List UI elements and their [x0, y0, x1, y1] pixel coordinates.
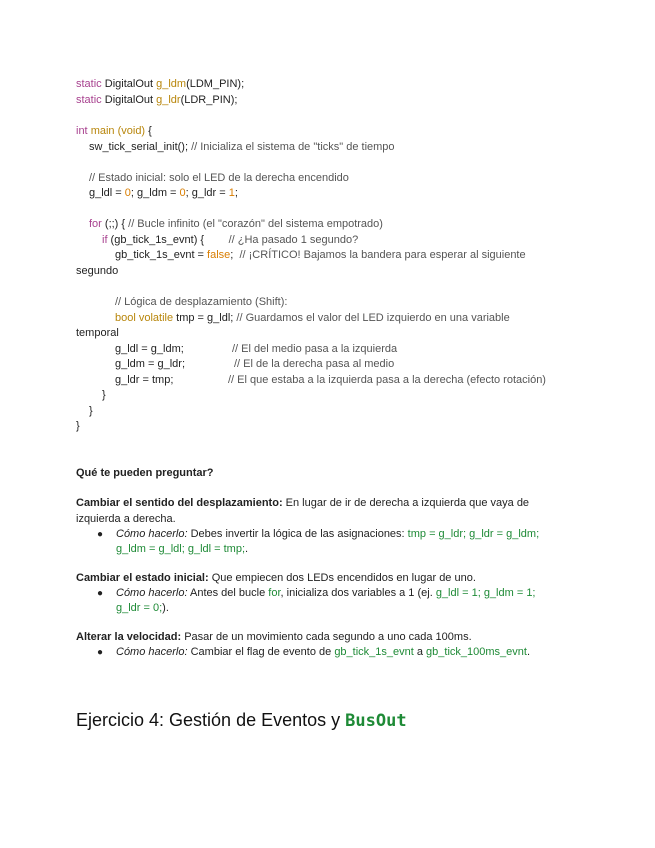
answer-2-cont [116, 601, 169, 615]
code-text: (LDR_PIN); [180, 94, 238, 106]
answer-text: Antes del bucle [187, 587, 269, 599]
code-keyword: int [76, 125, 88, 137]
answer-code: for [268, 587, 281, 599]
code-number: false [207, 249, 231, 261]
answer-label: Cómo hacerlo: [116, 587, 188, 599]
answer-label: Cómo hacerlo: [116, 646, 188, 658]
code-identifier: g_ldm [156, 78, 187, 90]
code-line [115, 357, 185, 371]
code-text: g_ldm = g_ldr; [115, 358, 186, 370]
answer-text: . [245, 543, 249, 555]
code-comment: // ¡CRÍTICO! Bajamos la bandera para esperar al siguiente [233, 249, 526, 261]
code-keyword: if [102, 234, 108, 246]
code-comment: // ¿Ha pasado 1 segundo? [204, 234, 359, 246]
code-keyword: for [89, 218, 102, 230]
code-text: ; [230, 249, 234, 261]
code-comment: // Guardamos el valor del LED izquierdo en una variable [233, 312, 510, 324]
answer-2 [116, 586, 536, 600]
answer-text: . [526, 646, 531, 658]
answer-label: Cómo hacerlo: [116, 528, 188, 540]
code-line [89, 186, 238, 200]
code-text: g_ldl = [89, 187, 125, 199]
section-heading [76, 710, 407, 731]
code-text: { [145, 125, 152, 137]
answer-text: , inicializa dos variables a 1 (ej. [280, 587, 436, 599]
section-title: Ejercicio 4: Gestión de Eventos y [76, 710, 346, 730]
answer-text: Cambiar el flag de evento de [187, 646, 335, 658]
answer-code: g_ldl = 1; g_ldm = 1; [435, 587, 536, 599]
code-text: g_ldl = g_ldm; [115, 343, 184, 355]
answer-code: gb_tick_100ms_evnt [426, 646, 527, 658]
question-text: Que empiecen dos LEDs encendidos en lugar de uno. [208, 572, 476, 584]
code-text: temporal [76, 327, 119, 339]
code-keyword: bool [115, 312, 136, 324]
answer-code: g_ldm = g_ldl; g_ldl = tmp; [116, 543, 246, 555]
code-comment: // Lógica de desplazamiento (Shift): [115, 296, 288, 308]
answer-1 [116, 527, 539, 541]
answer-code: tmp = g_ldr; g_ldr = g_ldm; [407, 528, 540, 540]
code-line [76, 77, 244, 91]
code-keyword: static [76, 94, 102, 106]
code-line [232, 342, 397, 356]
question-title: Cambiar el estado inicial: [76, 572, 209, 584]
code-comment: // El de la derecha pasa al medio [234, 358, 395, 370]
code-keyword: static [76, 78, 102, 90]
code-brace: } [102, 389, 106, 401]
code-text: tmp = g_ldl; [173, 312, 234, 324]
question-2 [76, 571, 476, 585]
code-text: ; [234, 187, 238, 199]
answer-3 [116, 645, 530, 659]
question-text: En lugar de ir de derecha a izquierda que vaya de [282, 497, 530, 509]
code-line [115, 342, 184, 356]
code-text: (;;) { [101, 218, 126, 230]
code-text: ; g_ldr = [185, 187, 229, 199]
code-line [76, 326, 119, 340]
code-text: sw_tick_serial_init(); [89, 141, 189, 153]
question-title: Cambiar el sentido del desplazamiento: [76, 497, 283, 509]
code-line [89, 217, 383, 231]
code-type: DigitalOut [104, 94, 154, 106]
code-keyword: volatile [138, 312, 174, 324]
question-3 [76, 630, 472, 644]
answer-code: gb_tick_1s_evnt [334, 646, 414, 658]
answer-text: ). [162, 602, 169, 614]
code-text: ; g_ldm = [130, 187, 180, 199]
bullet-icon: ● [97, 529, 104, 540]
code-line [102, 388, 106, 402]
code-line [115, 311, 510, 325]
answer-1-cont [116, 542, 248, 556]
code-comment: // Inicializa el sistema de "ticks" de tiempo [188, 141, 395, 153]
question-text: Pasar de un movimiento cada segundo a uno cada 100ms. [181, 631, 472, 643]
question-title: Alterar la velocidad: [76, 631, 182, 643]
code-identifier: g_ldr [156, 94, 181, 106]
code-identifier: main [90, 125, 115, 137]
bullet-icon: ● [97, 588, 104, 599]
code-brace: } [76, 420, 80, 432]
code-line [89, 171, 349, 185]
code-brace: } [89, 405, 93, 417]
code-line [115, 295, 287, 309]
code-line [76, 124, 152, 138]
code-line [76, 93, 237, 107]
code-type: DigitalOut [104, 78, 154, 90]
code-line [234, 357, 394, 371]
answer-code: g_ldr = 0; [116, 602, 163, 614]
code-line [102, 233, 358, 247]
question-1-cont: izquierda a derecha. [76, 513, 176, 525]
code-number: 1 [228, 187, 235, 199]
code-text: gb_tick_1s_evnt = [115, 249, 208, 261]
code-comment: // Estado inicial: solo el LED de la derecha encendido [89, 172, 349, 184]
question-1 [76, 496, 529, 510]
code-number: 0 [124, 187, 131, 199]
code-text: (gb_tick_1s_evnt) { [107, 234, 205, 246]
answer-text: a [413, 646, 427, 658]
code-comment: // El del medio pasa a la izquierda [232, 343, 398, 355]
code-line [76, 419, 80, 433]
code-text: segundo [76, 265, 119, 277]
code-comment: // Bucle infinito (el "corazón" del sistema empotrado) [125, 218, 383, 230]
code-comment: // El que estaba a la izquierda pasa a la derecha (efecto rotación) [228, 374, 546, 386]
questions-heading: Qué te pueden preguntar? [76, 467, 214, 479]
code-number: 0 [179, 187, 186, 199]
code-identifier: (void) [117, 125, 146, 137]
code-line [115, 373, 173, 387]
code-line [76, 264, 118, 278]
section-title-code: BusOut [345, 711, 407, 731]
code-line [89, 404, 93, 418]
code-line [228, 373, 546, 387]
code-text: (LDM_PIN); [186, 78, 245, 90]
code-text: g_ldr = tmp; [115, 374, 174, 386]
code-line [115, 248, 526, 262]
answer-text: Debes invertir la lógica de las asignaciones: [187, 528, 408, 540]
bullet-icon: ● [97, 647, 104, 658]
code-line [89, 140, 395, 154]
